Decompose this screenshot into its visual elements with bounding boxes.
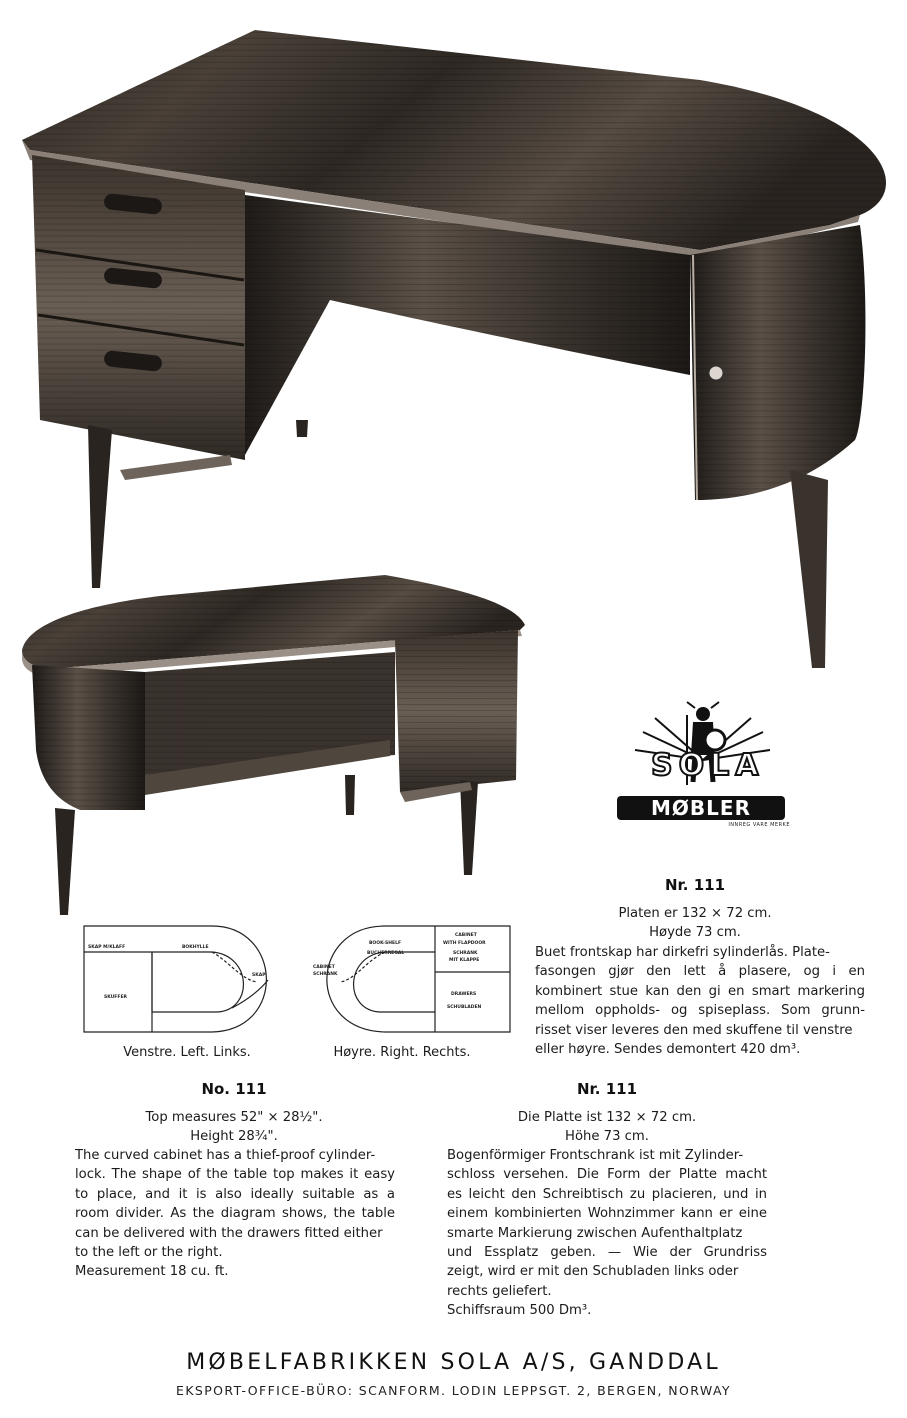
floor-plan-left [82,920,292,1040]
english-line: can be delivered with the drawers fitted either [75,1225,383,1241]
floor-plan-right [305,920,515,1040]
english-body [75,1146,395,1282]
german-line: smarte Markierung zwischen Aufenthaltplatz [447,1225,743,1241]
plan-label-skap-klaff: SKAP M/KLAFF [88,945,126,950]
norwegian-line-top: Platen er 132 × 72 cm. [618,906,772,921]
plan-label-schrank-klappe: SCHRANK [453,951,478,956]
norwegian-line: fasongen gjør den lett å plasere, og i en [535,964,865,980]
german-line: Bogenförmiger Frontschrank ist mit Zylinder- [447,1148,744,1163]
plan-label-book-shelf: BOOK-SHELF [369,941,402,946]
plan-label-mit-klappe: MIT KLAPPE [449,958,480,963]
plan-label-drawers: DRAWERS [451,992,477,997]
norwegian-line: eller høyre. Sendes demontert 420 dm³. [535,1042,801,1058]
german-line: schloss versehen. Die Form der Platte macht [447,1167,767,1183]
german-line: und Essplatz geben. — Wie der Grundriss [447,1245,767,1261]
footer-company: MØBELFABRIKKEN SOLA A/S, GANDDAL [186,1350,721,1375]
logo-brand: MØBLER [617,796,785,820]
plan-label-schrank: SCHRANK [313,972,338,977]
plan-label-cabinet: CABINET [313,965,335,970]
german-line: zeigt, wird er mit den Schubladen links oder [447,1264,739,1280]
norwegian-body [535,943,865,1059]
german-line: einem kombinierten Wohnzimmer kann er eine [447,1206,767,1222]
english-line-top: Top measures 52" × 28½". [145,1110,323,1125]
logo-word: SOLA [651,748,765,783]
german-line-height: Höhe 73 cm. [565,1129,649,1145]
plan-label-skuffer: SKUFFER [104,995,127,1000]
norwegian-dimensions [535,904,855,943]
english-line: lock. The shape of the table top makes it easy [75,1167,395,1183]
plan-label-bucherregal: BUCHERREGAL [367,951,405,956]
plan-caption-left: Venstre. Left. Links. [123,1045,251,1060]
english-line: The curved cabinet has a thief-proof cylinder- [75,1148,376,1163]
logo-small: INNREG VARE MERKE [728,822,790,828]
english-line: room divider. As the diagram shows, the table [75,1206,395,1222]
german-heading: Nr. 111 [576,1080,638,1098]
english-line: to place, and it is also ideally suitable as a [75,1186,395,1202]
norwegian-line: kombinert stue kan den gi en smart markering [535,983,865,999]
german-line: rechts geliefert. [447,1283,552,1299]
desk-photo-back [0,570,560,920]
norwegian-line: risset viser leveres den med skuffene til venstre [535,1022,853,1038]
german-body [447,1146,767,1321]
english-heading: No. 111 [201,1080,267,1098]
norwegian-line: Buet frontskap har dirkefri sylinderlås. Plate- [535,945,830,960]
german-line: Schiffsraum 500 Dm³. [447,1303,592,1319]
german-line-top: Die Platte ist 132 × 72 cm. [517,1110,697,1125]
norwegian-line-height: Høyde 73 cm. [649,925,741,941]
plan-label-cabinet-flap: CABINET [455,933,477,938]
plan-label-schubladen: SCHUBLADEN [447,1005,482,1010]
plan-caption-right: Høyre. Right. Rechts. [333,1045,471,1060]
plan-label-bokhylle: BOKHYLLE [182,945,209,950]
footer-address: EKSPORT-OFFICE-BÜRO: SCANFORM. LODIN LEPPSGT. 2, BERGEN, NORWAY [176,1383,731,1398]
norwegian-line: mellom oppholds- og spiseplass. Som grunn- [535,1003,865,1019]
sola-logo [615,700,790,835]
norwegian-heading: Nr. 111 [664,876,726,894]
german-dimensions [447,1108,767,1147]
english-line-height: Height 28¾". [190,1129,278,1145]
plan-label-flapdoor: WITH FLAPDOOR [443,941,486,946]
german-line: es leicht den Schreibtisch zu placieren, und in [447,1186,767,1202]
plan-label-skap: SKAP [252,973,266,978]
english-dimensions [75,1108,393,1147]
english-line: to the left or the right. [75,1245,223,1261]
english-line: Measurement 18 cu. ft. [75,1264,229,1280]
